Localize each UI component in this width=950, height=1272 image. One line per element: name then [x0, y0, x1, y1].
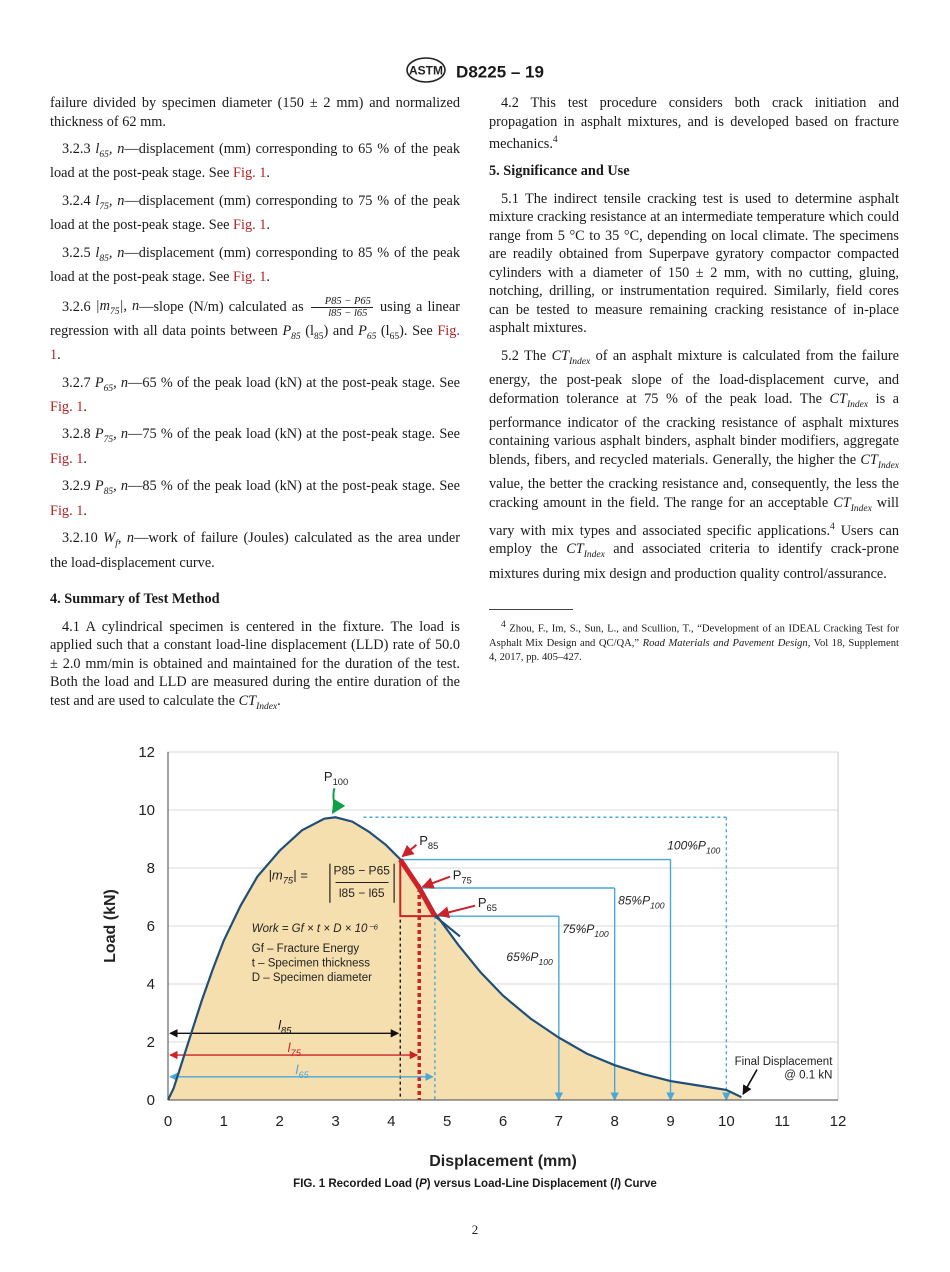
definition-3-2-9: 3.2.9 $P_{85}$, n—85 % of the peak load (kN) at the post-peak stage. See Fig. 1. [50, 478, 460, 519]
definition-3-2-5: 3.2.5 $l_{85}$, n—displacement (mm) corresponding to 85 % of the peak load at the post-peak stage. See Fig. 1. [50, 244, 461, 286]
right-column [489, 94, 899, 674]
document-code: D8225 – 19 [456, 62, 544, 82]
slope-fraction: $\frac{P85 - P65}{l85 - l65}$ [311, 296, 373, 319]
fig-1-link[interactable]: Fig. 1 [50, 322, 460, 364]
definition-3-2-8: 3.2.8 $P_{75}$, n—75 % of the peak load (kN) at the post-peak stage. See Fig. 1. [50, 426, 460, 467]
work-formula: Work = Gf × t × D × 10⁻⁶ [251, 922, 379, 935]
x-tick-label: 7 [554, 1113, 564, 1130]
definition-3-2-7: 3.2.7 $P_{65}$, n—65 % of the peak load (kN) at the post-peak stage. See Fig. 1. [50, 374, 460, 415]
fig-1-link[interactable]: Fig. 1 [233, 217, 267, 234]
fig-1-link[interactable]: Fig. 1 [233, 165, 267, 182]
definition-3-2-10: 3.2.10 $W_f$, n—work of failure (Joules) calculated as the area under the load-displacement curve. [50, 530, 461, 571]
final-displacement-label: Final Displacement [734, 1056, 833, 1069]
x-tick-label: 0 [163, 1113, 173, 1130]
continued-paragraph: failure divided by specimen diameter (150 ± 2 mm) and normalized thickness of 62 mm. [50, 95, 460, 130]
paragraph-5-1: 5.1 The indirect tensile cracking test is used to determine asphalt mixture cracking resistance at an intermediate temperature which could range from 5 °C to 35 °C, depending on local climate. The specimens are readily obtained from Superpave gyratory compactor compacted cylinders with a diameter of 150 ± 2 mm, with no cutting, gluing, notching, drilling, or instrumentation required. Similarly, field cores can be tested to measure remaining cracking resistance of in-place asphalt mixtures. [489, 190, 899, 337]
x-tick-label: 8 [610, 1113, 619, 1130]
y-tick-label: 8 [146, 860, 155, 877]
section-5-title: 5. Significance and Use [489, 163, 630, 180]
l85-arrow-label: $l_{85}$ [278, 1017, 292, 1036]
x-tick-label: 6 [498, 1113, 508, 1130]
x-tick-label: 3 [331, 1113, 340, 1130]
footnote-4: $^4$ Zhou, F., Im, S., Sun, L., and Scullion, T., “Development of an IDEAL Cracking Test for Asphalt Mix Design and QC/QA,” Road Materials and Pavement Design, Vol 18, Supplement 4, 2017, pp. 405–427. [489, 620, 899, 663]
figure-1 [95, 735, 855, 1175]
fig-1-link[interactable]: Fig. 1 [50, 450, 84, 467]
gf-legend: Gf – Fracture Energy [251, 943, 360, 956]
fig-1-link[interactable]: Fig. 1 [50, 502, 84, 519]
y-tick-label: 6 [146, 918, 155, 935]
y-tick-label: 4 [146, 976, 155, 993]
level-label-3: $65\%P_{100}$ [506, 950, 553, 968]
l75-arrow-label: $l_{75}$ [287, 1040, 301, 1059]
slope-numerator: P85 − P65 [333, 863, 390, 878]
p85-label: $P_{85}$ [419, 832, 439, 851]
y-axis-title: Load (kN) [102, 889, 119, 963]
load-displacement-chart [95, 735, 855, 1175]
fig-1-link[interactable]: Fig. 1 [233, 269, 267, 286]
page-header [0, 57, 950, 88]
logo-text: ASTM [409, 63, 444, 78]
x-tick-label: 10 [717, 1113, 735, 1130]
figure-caption: FIG. 1 Recorded Load (P) versus Load-Line Displacement (l) Curve [293, 1178, 657, 1190]
x-tick-label: 1 [219, 1113, 229, 1130]
page-number: 2 [471, 1222, 479, 1237]
level-label-1: $85\%P_{100}$ [618, 893, 665, 911]
p75-label: $P_{75}$ [452, 867, 472, 886]
level-label-2: $75\%P_{100}$ [562, 922, 609, 940]
final-displacement-sublabel: @ 0.1 kN [784, 1069, 833, 1082]
fig-1-link[interactable]: Fig. 1 [50, 398, 84, 415]
section-4-title: 4. Summary of Test Method [50, 591, 220, 608]
x-tick-label: 12 [829, 1113, 847, 1130]
x-tick-label: 4 [387, 1113, 396, 1130]
definition-3-2-4: 3.2.4 $l_{75}$, n—displacement (mm) corresponding to 75 % of the peak load at the post-peak stage. See Fig. 1. [50, 192, 461, 234]
paragraph-4-2: 4.2 This test procedure considers both crack initiation and propagation in asphalt mixtures, and is developed based on fracture mechanics.$^4$ [489, 95, 899, 152]
t-legend: t – Specimen thickness [251, 957, 371, 970]
definition-3-2-3: 3.2.3 $l_{65}$, n—displacement (mm) corresponding to 65 % of the peak load at the post-peak stage. See Fig. 1. [50, 141, 461, 182]
y-tick-label: 10 [138, 802, 155, 819]
astm-logo-icon [406, 57, 446, 88]
l65-arrow-label: $l_{65}$ [295, 1061, 309, 1080]
y-tick-label: 0 [146, 1092, 155, 1109]
y-tick-label: 2 [146, 1034, 155, 1051]
slope-formula-lhs: $|m_{75}|$ = [268, 867, 308, 886]
x-tick-label: 9 [666, 1113, 675, 1130]
x-axis-title: Displacement (mm) [429, 1153, 577, 1170]
paragraph-4-1: 4.1 A cylindrical specimen is centered in the fixture. The load is applied such that a constant load-line displacement (LLD) rate of 50.0 ± 2.0 mm/min is obtained and maintained for the duration of the test. Both the load and LLD are measured during the entire duration of the test and are used to calculate the $CT_{Index}$. [50, 618, 460, 712]
y-tick-label: 12 [138, 744, 155, 761]
paragraph-5-2: 5.2 The $CT_{Index}$ of an asphalt mixture is calculated from the failure energy, the post-peak slope of the load-displacement curve, and deformation tolerance at 75 % of the peak load. The $CT_{Index}$ is a performance indicator of the cracking resistance of asphalt mixtures containing various asphalt binders, asphalt binder modifiers, aggregate blends, fibers, and recycled materials. Generally, the higher the $CT_{Index}$ value, the better the cracking resistance and, consequently, the less the cracking amount in the field. The range for an acceptable $CT_{Index}$ will vary with mix types and associated specific applications.$^4$ Users can employ the $CT_{Index}$ and associated criteria to identify crack-prone mixtures during mix design and production quality control/assurance. [489, 347, 900, 582]
x-tick-label: 2 [275, 1113, 284, 1130]
d-legend: D – Specimen diameter [251, 972, 372, 985]
slope-denominator: l85 − l65 [338, 886, 385, 900]
x-tick-label: 11 [774, 1113, 790, 1130]
p65-label: $P_{65}$ [477, 895, 497, 914]
left-column [50, 94, 460, 725]
x-tick-label: 5 [442, 1113, 452, 1130]
footnote-divider [489, 609, 573, 610]
level-label-0: $100\%P_{100}$ [667, 838, 721, 856]
p100-label: $P_{100}$ [323, 769, 349, 787]
definition-3-2-6: 3.2.6 $|m_{75}|$, n—slope (N/m) calculated as $\frac{P85 - P65}{l85 - l65}$ using a linear regression with all data points between $P_{85}$ $(l_{85})$ and $P_{65}$ $(l_{65})$. See Fig. 1. [50, 295, 460, 364]
